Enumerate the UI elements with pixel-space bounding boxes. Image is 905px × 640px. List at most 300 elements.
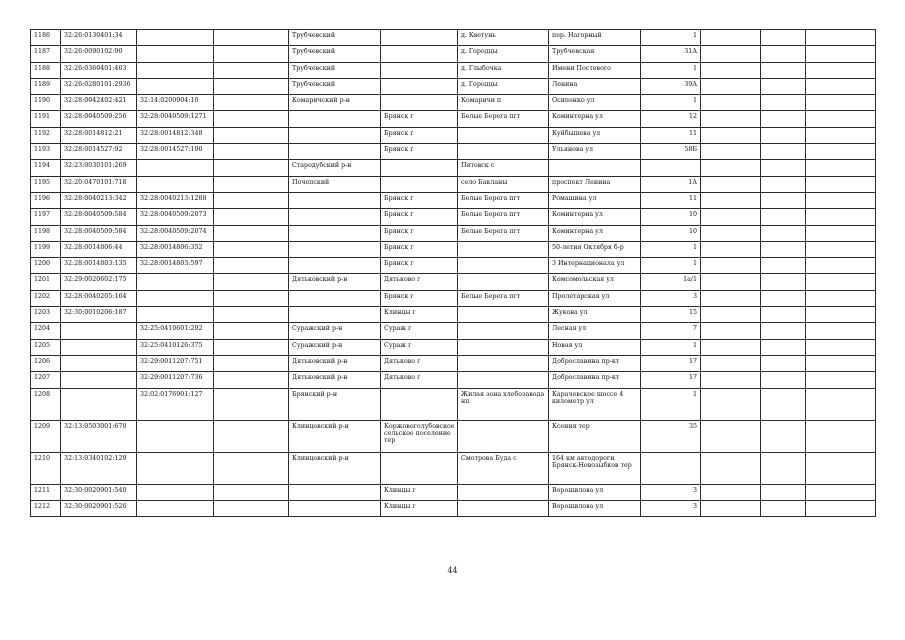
locality-cell <box>458 144 549 160</box>
table-row <box>31 160 876 176</box>
empty-cell-cell <box>806 209 876 225</box>
empty-cell-cell <box>806 452 876 484</box>
empty-cell-cell <box>701 274 761 290</box>
city-cell: Брянск г <box>381 225 458 241</box>
empty-cell-cell <box>761 355 806 371</box>
district-cell <box>289 209 381 225</box>
empty-cell-cell <box>761 323 806 339</box>
page-number: 44 <box>447 566 458 575</box>
empty-cell-cell <box>761 127 806 143</box>
locality-cell <box>458 500 549 516</box>
locality-cell: д. Кветунь <box>458 30 549 46</box>
empty-cell-cell <box>701 355 761 371</box>
parent-cadastral-number-cell: 32:28:0040213:1288 <box>137 192 214 208</box>
city-cell <box>381 176 458 192</box>
house-number-cell: 10 <box>641 225 701 241</box>
empty-cell-cell <box>806 127 876 143</box>
empty-cell-cell <box>806 339 876 355</box>
parent-cadastral-number-cell <box>137 290 214 306</box>
house-number-cell: 58Б <box>641 144 701 160</box>
empty-cell-cell <box>214 46 289 62</box>
parent-cadastral-number-cell <box>137 420 214 452</box>
street-cell: Коминтерна ул <box>549 225 641 241</box>
cadastral-number-cell: 32:26:0360401:403 <box>61 62 137 78</box>
parent-cadastral-number-cell <box>137 274 214 290</box>
parent-cadastral-number-cell: 32:25:0410126:375 <box>137 339 214 355</box>
empty-cell-cell <box>806 160 876 176</box>
row-number-cell: 1198 <box>31 225 61 241</box>
district-cell: Комаричский р-н <box>289 95 381 111</box>
district-cell <box>289 144 381 160</box>
cadastral-number-cell: 32:28:0042402:421 <box>61 95 137 111</box>
row-number-cell: 1192 <box>31 127 61 143</box>
parent-cadastral-number-cell <box>137 46 214 62</box>
house-number-cell: 3 <box>641 484 701 500</box>
street-cell: Ворошилова ул <box>549 484 641 500</box>
empty-cell-cell <box>701 484 761 500</box>
cadastral-number-cell <box>61 339 137 355</box>
empty-cell-cell <box>701 290 761 306</box>
city-cell: Брянск г <box>381 290 458 306</box>
district-cell: Дятьковский р-н <box>289 355 381 371</box>
district-cell <box>289 484 381 500</box>
locality-cell: Белые Берега пгт <box>458 192 549 208</box>
empty-cell-cell <box>806 420 876 452</box>
house-number-cell: 10 <box>641 209 701 225</box>
city-cell <box>381 160 458 176</box>
street-cell: Коминтерна ул <box>549 111 641 127</box>
empty-cell-cell <box>761 209 806 225</box>
empty-cell-cell <box>214 95 289 111</box>
table-row <box>31 484 876 500</box>
parent-cadastral-number-cell: 32:28:0014806:352 <box>137 241 214 257</box>
empty-cell-cell <box>214 30 289 46</box>
table-row <box>31 372 876 388</box>
empty-cell-cell <box>806 95 876 111</box>
locality-cell: Комаричи п <box>458 95 549 111</box>
table-row <box>31 209 876 225</box>
empty-cell-cell <box>214 355 289 371</box>
city-cell: Брянск г <box>381 209 458 225</box>
city-cell: Брянск г <box>381 127 458 143</box>
street-cell: Комсомольская ул <box>549 274 641 290</box>
empty-cell-cell <box>806 111 876 127</box>
cadastral-number-cell: 32:26:0090102:90 <box>61 46 137 62</box>
city-cell: Дятьково г <box>381 355 458 371</box>
cadastral-number-cell: 32:29:0020602:175 <box>61 274 137 290</box>
parent-cadastral-number-cell: 32:25:0410601:292 <box>137 323 214 339</box>
empty-cell-cell <box>806 500 876 516</box>
house-number-cell: 1а/1 <box>641 274 701 290</box>
row-number-cell: 1200 <box>31 258 61 274</box>
table-row <box>31 46 876 62</box>
empty-cell-cell <box>214 500 289 516</box>
district-cell <box>289 258 381 274</box>
empty-cell-cell <box>214 225 289 241</box>
row-number-cell: 1195 <box>31 176 61 192</box>
row-number-cell: 1212 <box>31 500 61 516</box>
empty-cell-cell <box>214 192 289 208</box>
street-cell: пер. Нагорный <box>549 30 641 46</box>
house-number-cell: 12 <box>641 111 701 127</box>
district-cell: Дятьковский р-н <box>289 372 381 388</box>
district-cell: Трубчевский <box>289 30 381 46</box>
locality-cell: Белые Берега пгт <box>458 209 549 225</box>
cadastral-number-cell: 32:28:0040509:584 <box>61 225 137 241</box>
table-row <box>31 388 876 420</box>
empty-cell-cell <box>806 241 876 257</box>
empty-cell-cell <box>214 484 289 500</box>
cadastral-number-cell: 32:28:0040509:584 <box>61 209 137 225</box>
empty-cell-cell <box>806 30 876 46</box>
city-cell: Дятьково г <box>381 274 458 290</box>
row-number-cell: 1204 <box>31 323 61 339</box>
empty-cell-cell <box>214 274 289 290</box>
row-number-cell: 1190 <box>31 95 61 111</box>
row-number-cell: 1186 <box>31 30 61 46</box>
empty-cell-cell <box>761 46 806 62</box>
house-number-cell: 1 <box>641 30 701 46</box>
city-cell: Сураж г <box>381 339 458 355</box>
cadastral-number-cell: 32:28:0014803:135 <box>61 258 137 274</box>
row-number-cell: 1189 <box>31 78 61 94</box>
locality-cell: д. Городцы <box>458 78 549 94</box>
empty-cell-cell <box>761 500 806 516</box>
house-number-cell: 11 <box>641 192 701 208</box>
empty-cell-cell <box>761 111 806 127</box>
cadastral-number-cell: 32:28:0040213:342 <box>61 192 137 208</box>
empty-cell-cell <box>701 62 761 78</box>
empty-cell-cell <box>214 372 289 388</box>
parent-cadastral-number-cell: 32:29:0011207:736 <box>137 372 214 388</box>
empty-cell-cell <box>761 274 806 290</box>
parent-cadastral-number-cell <box>137 160 214 176</box>
empty-cell-cell <box>214 209 289 225</box>
table-row <box>31 241 876 257</box>
house-number-cell: 39А <box>641 78 701 94</box>
district-cell <box>289 290 381 306</box>
street-cell: Ромашина ул <box>549 192 641 208</box>
table-row <box>31 258 876 274</box>
row-number-cell: 1188 <box>31 62 61 78</box>
district-cell: Брянский р-н <box>289 388 381 420</box>
table-row <box>31 420 876 452</box>
empty-cell-cell <box>761 62 806 78</box>
street-cell: Коминтерна ул <box>549 209 641 225</box>
district-cell: Трубчевский <box>289 46 381 62</box>
locality-cell: д. Городцы <box>458 46 549 62</box>
street-cell: Ленина <box>549 78 641 94</box>
parent-cadastral-number-cell: 32:29:0011207:751 <box>137 355 214 371</box>
empty-cell-cell <box>806 46 876 62</box>
house-number-cell: 17 <box>641 372 701 388</box>
house-number-cell: 1 <box>641 339 701 355</box>
locality-cell <box>458 127 549 143</box>
row-number-cell: 1194 <box>31 160 61 176</box>
table-row <box>31 290 876 306</box>
street-cell: Доброславина пр-кт <box>549 355 641 371</box>
empty-cell-cell <box>214 323 289 339</box>
cadastral-number-cell: 32:28:0014806:44 <box>61 241 137 257</box>
city-cell: Сураж г <box>381 323 458 339</box>
table-row <box>31 127 876 143</box>
row-number-cell: 1211 <box>31 484 61 500</box>
cadastral-number-cell: 32:20:0470101:718 <box>61 176 137 192</box>
district-cell: Дятьковский р-н <box>289 274 381 290</box>
empty-cell-cell <box>701 225 761 241</box>
empty-cell-cell <box>214 388 289 420</box>
street-cell <box>549 160 641 176</box>
empty-cell-cell <box>701 95 761 111</box>
locality-cell <box>458 339 549 355</box>
parent-cadastral-number-cell: 32:28:0014803:597 <box>137 258 214 274</box>
empty-cell-cell <box>806 78 876 94</box>
city-cell <box>381 388 458 420</box>
row-number-cell: 1206 <box>31 355 61 371</box>
city-cell <box>381 95 458 111</box>
cadastral-number-cell: 32:13:0340102:129 <box>61 452 137 484</box>
empty-cell-cell <box>701 209 761 225</box>
empty-cell-cell <box>214 452 289 484</box>
empty-cell-cell <box>806 372 876 388</box>
locality-cell: Пятовск с <box>458 160 549 176</box>
locality-cell: Смотрова Буда с <box>458 452 549 484</box>
cadastral-number-cell <box>61 388 137 420</box>
table-row <box>31 95 876 111</box>
row-number-cell: 1197 <box>31 209 61 225</box>
table-row <box>31 355 876 371</box>
district-cell: Клинцовский р-н <box>289 420 381 452</box>
street-cell: Куйбышева ул <box>549 127 641 143</box>
empty-cell-cell <box>214 62 289 78</box>
district-cell: Трубчевский <box>289 78 381 94</box>
row-number-cell: 1187 <box>31 46 61 62</box>
locality-cell <box>458 323 549 339</box>
empty-cell-cell <box>701 241 761 257</box>
locality-cell <box>458 258 549 274</box>
empty-cell-cell <box>214 144 289 160</box>
district-cell: Суражский р-н <box>289 323 381 339</box>
row-number-cell: 1193 <box>31 144 61 160</box>
district-cell: Суражский р-н <box>289 339 381 355</box>
empty-cell-cell <box>701 111 761 127</box>
city-cell: Клинцы г <box>381 500 458 516</box>
street-cell: 3 Интернационала ул <box>549 258 641 274</box>
city-cell: Брянск г <box>381 192 458 208</box>
cadastral-number-cell <box>61 323 137 339</box>
house-number-cell: 3 <box>641 500 701 516</box>
empty-cell-cell <box>761 339 806 355</box>
empty-cell-cell <box>701 420 761 452</box>
city-cell: Брянск г <box>381 258 458 274</box>
empty-cell-cell <box>761 484 806 500</box>
empty-cell-cell <box>761 452 806 484</box>
table-row <box>31 62 876 78</box>
table-body <box>31 30 876 517</box>
row-number-cell: 1199 <box>31 241 61 257</box>
row-number-cell: 1208 <box>31 388 61 420</box>
row-number-cell: 1207 <box>31 372 61 388</box>
street-cell: Лесная ул <box>549 323 641 339</box>
empty-cell-cell <box>214 111 289 127</box>
street-cell: 164 км автодороги Брянск-Новозыбков тер <box>549 452 641 484</box>
district-cell <box>289 111 381 127</box>
city-cell <box>381 452 458 484</box>
table-row <box>31 323 876 339</box>
house-number-cell: 1 <box>641 388 701 420</box>
table-row <box>31 78 876 94</box>
parent-cadastral-number-cell <box>137 62 214 78</box>
house-number-cell: 15 <box>641 307 701 323</box>
locality-cell <box>458 241 549 257</box>
table-row <box>31 307 876 323</box>
empty-cell-cell <box>214 420 289 452</box>
street-cell: Жукова ул <box>549 307 641 323</box>
empty-cell-cell <box>701 176 761 192</box>
empty-cell-cell <box>761 388 806 420</box>
empty-cell-cell <box>701 372 761 388</box>
locality-cell <box>458 372 549 388</box>
city-cell: Брянск г <box>381 144 458 160</box>
house-number-cell: 11 <box>641 127 701 143</box>
empty-cell-cell <box>806 388 876 420</box>
parent-cadastral-number-cell: 32:28:0040509:1271 <box>137 111 214 127</box>
house-number-cell <box>641 160 701 176</box>
empty-cell-cell <box>806 192 876 208</box>
house-number-cell: 1 <box>641 241 701 257</box>
empty-cell-cell <box>761 290 806 306</box>
table-row <box>31 500 876 516</box>
house-number-cell: 1 <box>641 95 701 111</box>
empty-cell-cell <box>701 452 761 484</box>
street-cell: 50-летия Октября б-р <box>549 241 641 257</box>
locality-cell: Жилая зона хлебозавода нп <box>458 388 549 420</box>
empty-cell-cell <box>761 307 806 323</box>
parent-cadastral-number-cell <box>137 500 214 516</box>
row-number-cell: 1203 <box>31 307 61 323</box>
street-cell: Ворошилова ул <box>549 500 641 516</box>
empty-cell-cell <box>701 127 761 143</box>
house-number-cell: 3 <box>641 290 701 306</box>
district-cell: Трубчевский <box>289 62 381 78</box>
house-number-cell: 17 <box>641 355 701 371</box>
table-row <box>31 111 876 127</box>
cadastral-number-cell: 32:28:0040205:164 <box>61 290 137 306</box>
empty-cell-cell <box>761 30 806 46</box>
empty-cell-cell <box>806 258 876 274</box>
empty-cell-cell <box>761 372 806 388</box>
empty-cell-cell <box>701 144 761 160</box>
row-number-cell: 1210 <box>31 452 61 484</box>
empty-cell-cell <box>701 500 761 516</box>
empty-cell-cell <box>701 339 761 355</box>
empty-cell-cell <box>806 355 876 371</box>
cadastral-number-cell: 32:30:0020901:526 <box>61 500 137 516</box>
locality-cell: Белые Берега пгт <box>458 290 549 306</box>
empty-cell-cell <box>806 225 876 241</box>
empty-cell-cell <box>214 290 289 306</box>
empty-cell-cell <box>761 176 806 192</box>
city-cell: Клинцы г <box>381 307 458 323</box>
empty-cell-cell <box>761 225 806 241</box>
cadastral-number-cell: 32:26:0130401:34 <box>61 30 137 46</box>
locality-cell <box>458 484 549 500</box>
empty-cell-cell <box>214 176 289 192</box>
street-cell: Пролетарская ул <box>549 290 641 306</box>
empty-cell-cell <box>761 192 806 208</box>
empty-cell-cell <box>701 78 761 94</box>
street-cell: Имени Постевого <box>549 62 641 78</box>
house-number-cell: 1А <box>641 176 701 192</box>
empty-cell-cell <box>701 307 761 323</box>
parent-cadastral-number-cell <box>137 484 214 500</box>
city-cell <box>381 78 458 94</box>
district-cell: Почепский <box>289 176 381 192</box>
city-cell: Клинцы г <box>381 484 458 500</box>
empty-cell-cell <box>214 339 289 355</box>
empty-cell-cell <box>806 484 876 500</box>
cadastral-number-cell <box>61 355 137 371</box>
locality-cell <box>458 307 549 323</box>
cadastral-number-cell: 32:30:0020901:540 <box>61 484 137 500</box>
empty-cell-cell <box>214 307 289 323</box>
cadastral-number-cell: 32:28:0014812:21 <box>61 127 137 143</box>
empty-cell-cell <box>214 127 289 143</box>
empty-cell-cell <box>806 144 876 160</box>
table-row <box>31 339 876 355</box>
empty-cell-cell <box>761 78 806 94</box>
empty-cell-cell <box>761 144 806 160</box>
city-cell: Брянск г <box>381 111 458 127</box>
locality-cell <box>458 274 549 290</box>
empty-cell-cell <box>701 323 761 339</box>
property-registry-table <box>30 29 876 517</box>
table-row <box>31 30 876 46</box>
empty-cell-cell <box>761 95 806 111</box>
table-row <box>31 144 876 160</box>
empty-cell-cell <box>214 241 289 257</box>
empty-cell-cell <box>701 258 761 274</box>
house-number-cell: 7 <box>641 323 701 339</box>
locality-cell: д. Глыбочка <box>458 62 549 78</box>
district-cell <box>289 225 381 241</box>
empty-cell-cell <box>214 160 289 176</box>
district-cell <box>289 241 381 257</box>
city-cell: Коржовоголубовское сельское поселение тер <box>381 420 458 452</box>
cadastral-number-cell: 32:13:0503001:670 <box>61 420 137 452</box>
district-cell: Клинцовский р-н <box>289 452 381 484</box>
cadastral-number-cell: 32:30:0010206:187 <box>61 307 137 323</box>
row-number-cell: 1209 <box>31 420 61 452</box>
street-cell: Трубчевская <box>549 46 641 62</box>
table-row <box>31 176 876 192</box>
parent-cadastral-number-cell: 32:28:0014527:190 <box>137 144 214 160</box>
parent-cadastral-number-cell <box>137 78 214 94</box>
street-cell: Осипенко ул <box>549 95 641 111</box>
street-cell: Новая ул <box>549 339 641 355</box>
house-number-cell: 1 <box>641 62 701 78</box>
empty-cell-cell <box>701 46 761 62</box>
empty-cell-cell <box>761 258 806 274</box>
row-number-cell: 1191 <box>31 111 61 127</box>
locality-cell <box>458 420 549 452</box>
city-cell: Дятьково г <box>381 372 458 388</box>
house-number-cell: 31А <box>641 46 701 62</box>
table-row <box>31 452 876 484</box>
row-number-cell: 1202 <box>31 290 61 306</box>
locality-cell <box>458 355 549 371</box>
empty-cell-cell <box>806 176 876 192</box>
